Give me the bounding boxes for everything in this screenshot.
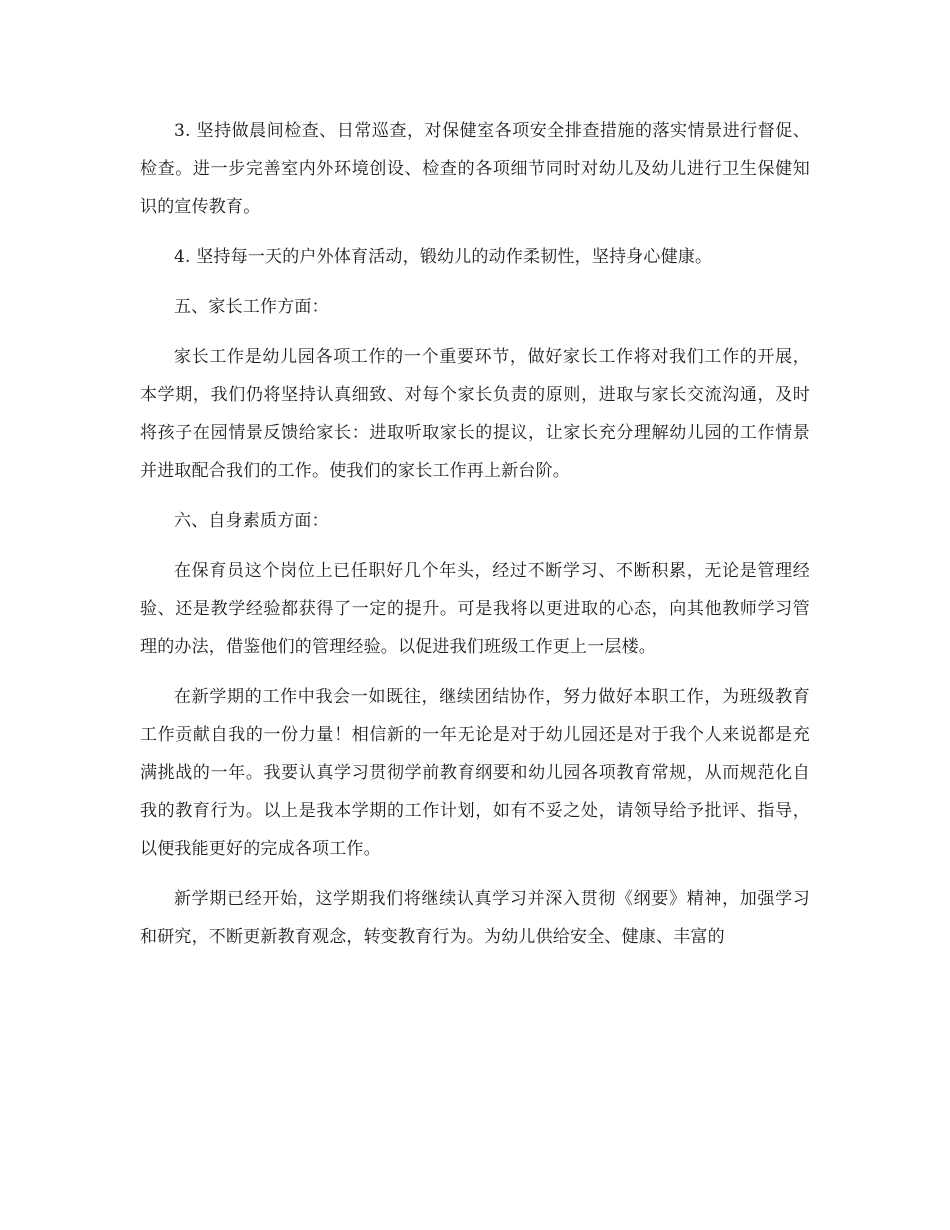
paragraph-self-quality: 在保育员这个岗位上已任职好几个年头，经过不断学习、不断积累，无论是管理经验、还是教学经验都获得了一定的提升。可是我将以更进取的心态，向其他教师学习管理的办法，借鉴他们的管理经验。以促进我们班级工作更上一层楼。	[140, 561, 810, 657]
heading-self-quality: 六、自身素质方面：	[174, 511, 329, 531]
paragraph-outdoor-activity: 4. 坚持每一天的户外体育活动，锻幼儿的动作柔韧性，坚持身心健康。	[174, 247, 713, 267]
heading-parent-work: 五、家长工作方面：	[174, 297, 329, 317]
paragraph-hygiene-checks: 3. 坚持做晨间检查、日常巡查，对保健室各项安全排查措施的落实情景进行督促、检查。进一步完善室内外环境创设、检查的各项细节同时对幼儿及幼儿进行卫生保健知识的宣传教育。	[140, 121, 810, 217]
paragraph-new-semester-commitment: 在新学期的工作中我会一如既往，继续团结协作，努力做好本职工作，为班级教育工作贡献自我的一份力量！相信新的一年无论是对于幼儿园还是对于我个人来说都是充满挑战的一年。我要认真学习贯彻学前教育纲要和幼儿园各项教育常规，从而规范化自我的教育行为。以上是我本学期的工作计划，如有不妥之处，请领导给予批评、指导，以便我能更好的完成各项工作。	[140, 687, 810, 859]
paragraph-parent-work: 家长工作是幼儿园各项工作的一个重要环节，做好家长工作将对我们工作的开展，本学期，我们仍将坚持认真细致、对每个家长负责的原则，进取与家长交流沟通，及时将孩子在园情景反馈给家长：进取听取家长的提议，让家长充分理解幼儿园的工作情景并进取配合我们的工作。使我们的家长工作再上新台阶。	[140, 347, 810, 481]
paragraph-new-semester-start: 新学期已经开始，这学期我们将继续认真学习并深入贯彻《纲要》精神，加强学习和研究，不断更新教育观念，转变教育行为。为幼儿供给安全、健康、丰富的	[140, 889, 810, 947]
